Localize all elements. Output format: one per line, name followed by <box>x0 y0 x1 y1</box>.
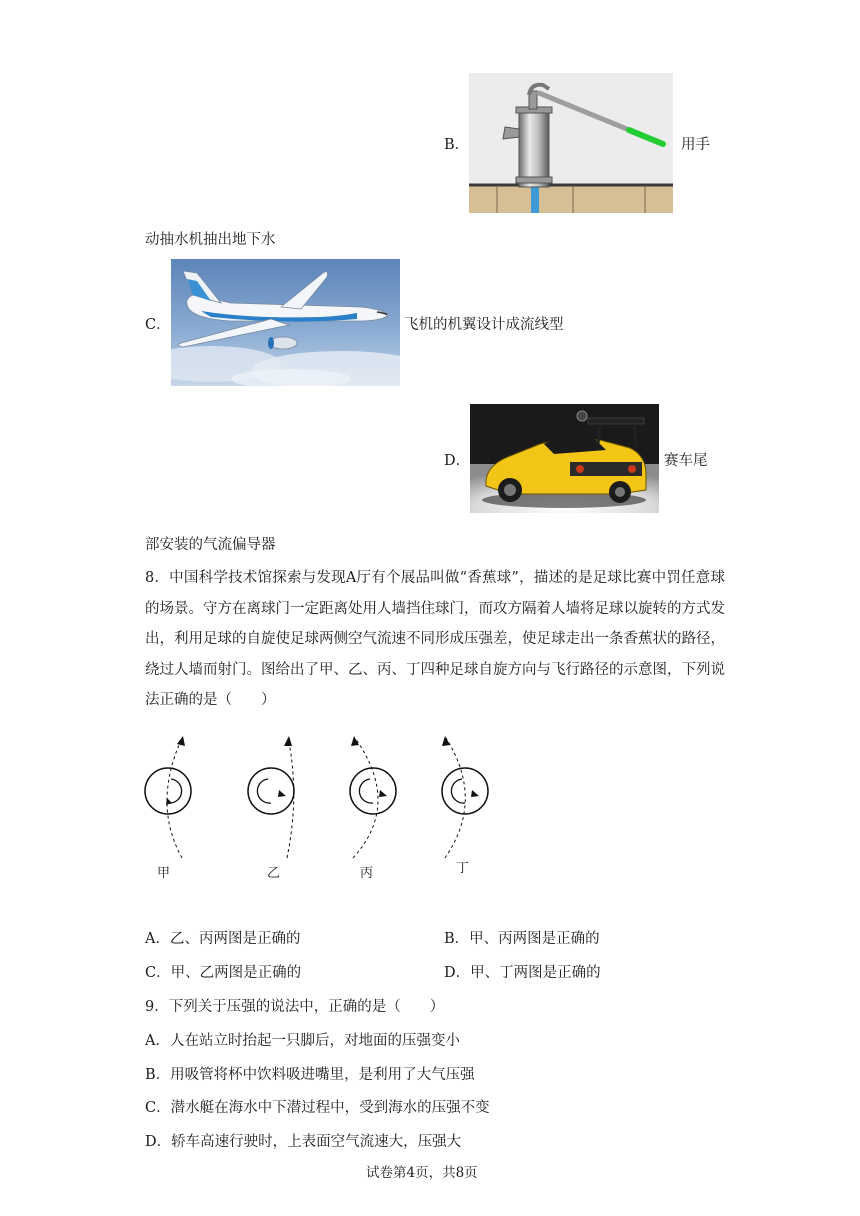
question-9-stem: 9．下列关于压强的说法中，正确的是（ ） <box>145 999 445 1015</box>
option-b-text-wrap: 动抽水机抽出地下水 <box>145 232 276 248</box>
q9-option-d: D．轿车高速行驶时，上表面空气流速大，压强大 <box>145 1134 462 1150</box>
figure-bing <box>350 736 396 858</box>
figure-yi <box>248 736 294 858</box>
q9-option-a: A．人在站立时抬起一只脚后，对地面的压强变小 <box>145 1033 460 1049</box>
q8-option-c: C．甲、乙两图是正确的 <box>145 965 302 981</box>
figure-label-jia: 甲 <box>157 866 171 881</box>
option-c-text: 飞机的机翼设计成流线型 <box>404 317 564 333</box>
figure-label-yi: 乙 <box>267 866 281 881</box>
figure-jia <box>145 736 191 858</box>
figure-ding <box>442 736 488 858</box>
hand-water-pump-icon <box>469 73 673 213</box>
airplane-photo-icon <box>171 259 400 386</box>
q9-option-b: B．用吸管将杯中饮料吸进嘴里，是利用了大气压强 <box>145 1067 475 1083</box>
q8-option-d: D．甲、丁两图是正确的 <box>444 965 601 981</box>
figure-label-bing: 丙 <box>360 866 374 881</box>
figure-label-ding: 丁 <box>456 861 470 876</box>
option-b-text-tail: 用手 <box>681 137 710 153</box>
q8-option-a: A．乙、丙两图是正确的 <box>145 931 301 947</box>
question-8-stem: 8．中国科学技术馆探索与发现A厅有个展品叫做“香蕉球”，描述的是足球比赛中罚任意球的场景。守方在离球门一定距离处用人墙挡住球门，而攻方隔着人墙将足球以旋转的方式发出，利用足球的自旋使足球两侧空气流速不同形成压强差，使足球走出一条香蕉状的路径，绕过人墙而射门。图给出了甲、乙、丙、丁四种足球自旋方向与飞行路径的示意图，下列说法正确的是（ ） <box>145 570 725 708</box>
option-d-letter: D． <box>444 453 471 469</box>
option-d-text-tail: 赛车尾 <box>664 453 708 469</box>
race-car-photo-icon <box>470 404 659 513</box>
q9-option-c: C．潜水艇在海水中下潜过程中，受到海水的压强不变 <box>145 1100 490 1116</box>
q8-spin-diagram <box>140 734 500 884</box>
q8-option-b: B．甲、丙两图是正确的 <box>444 931 600 947</box>
page-footer: 试卷第4页，共8页 <box>366 1165 478 1181</box>
option-b-letter: B． <box>444 137 470 153</box>
option-c-letter: C． <box>145 317 171 333</box>
option-d-text-wrap: 部安装的气流偏导器 <box>145 537 276 553</box>
